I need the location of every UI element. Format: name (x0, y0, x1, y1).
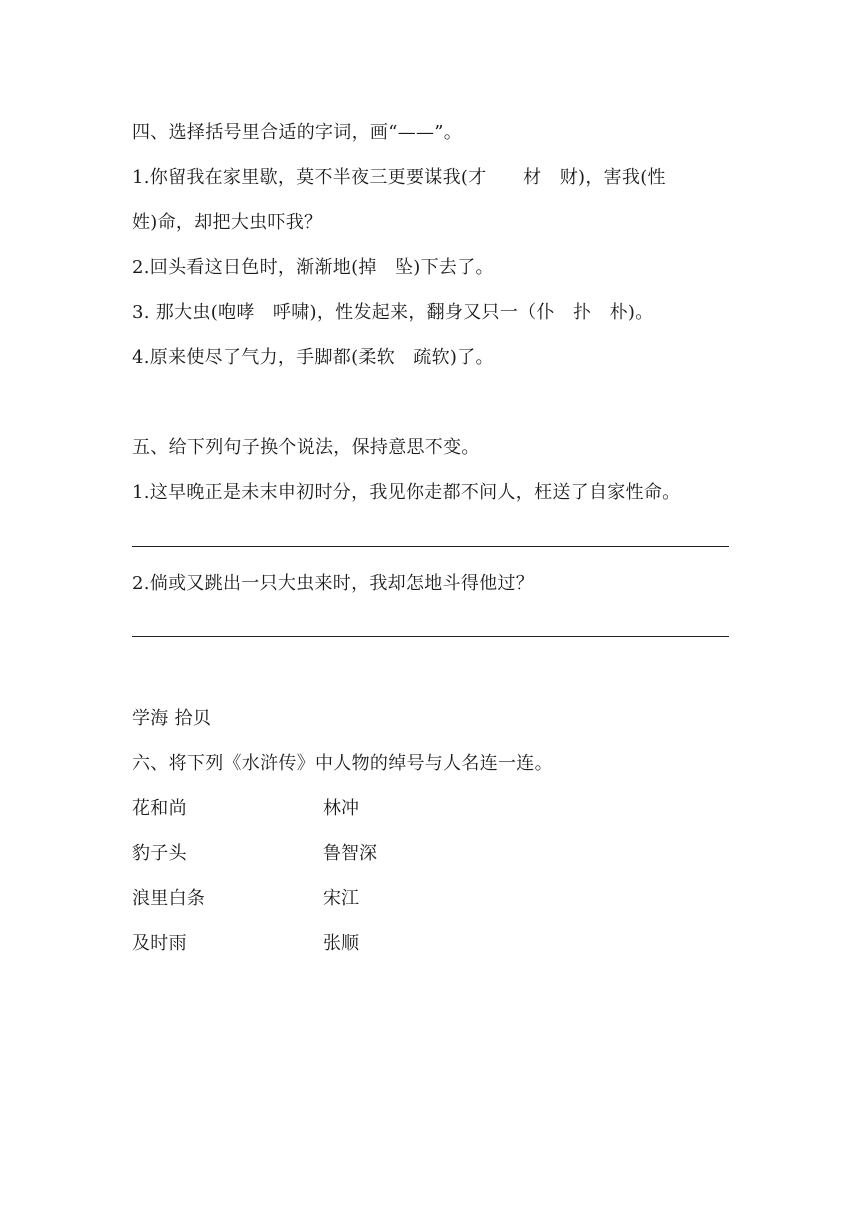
nickname-item[interactable]: 花和尚 (132, 798, 187, 819)
answer-line-1[interactable] (132, 546, 729, 547)
section5-question1: 1.这早晚正是未末申初时分，我见你走都不问人，枉送了自家性命。 (132, 482, 681, 503)
character-name-item[interactable]: 鲁智深 (323, 843, 377, 864)
section4-question2: 2.回头看这日色时，渐渐地(掉 坠)下去了。 (132, 257, 494, 278)
character-name-item[interactable]: 宋江 (323, 888, 359, 909)
section5-question2: 2.倘或又跳出一只大虫来时，我却怎地斗得他过？ (132, 573, 535, 594)
nickname-item[interactable]: 浪里白条 (132, 888, 206, 909)
section4-question1-line1: 1.你留我在家里歇，莫不半夜三更要谋我(才 材 财)，害我(性 (132, 167, 666, 188)
section6-label: 学海 拾贝 (132, 708, 212, 729)
section4-question3: 3. 那大虫(咆哮 呼啸)，性发起来，翻身又只一（仆 扑 朴)。 (132, 302, 654, 323)
section6-heading: 六、将下列《水浒传》中人物的绰号与人名连一连。 (132, 753, 553, 774)
nickname-item[interactable]: 豹子头 (132, 843, 187, 864)
answer-line-2[interactable] (132, 636, 729, 637)
nickname-item[interactable]: 及时雨 (132, 933, 187, 954)
character-name-item[interactable]: 林冲 (323, 798, 359, 819)
section5-heading: 五、给下列句子换个说法，保持意思不变。 (132, 437, 480, 458)
character-name-item[interactable]: 张顺 (323, 933, 359, 954)
section4-heading: 四、选择括号里合适的字词，画“——”。 (132, 122, 463, 143)
section4-question4: 4.原来使尽了气力，手脚都(柔软 疏软)了。 (132, 347, 494, 368)
section4-question1-line2: 姓)命，却把大虫吓我？ (132, 212, 323, 233)
